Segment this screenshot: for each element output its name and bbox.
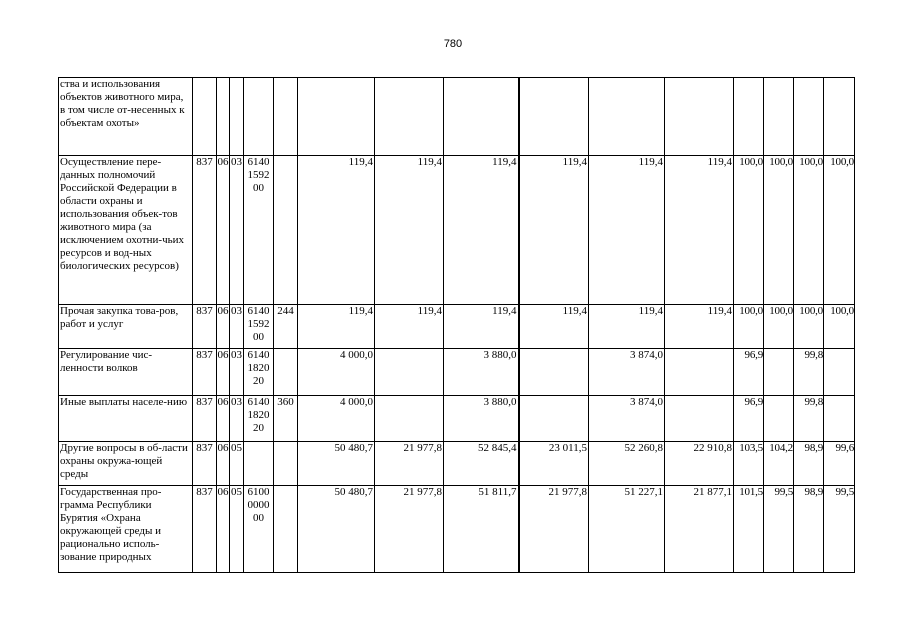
row-amount-1: 50 480,7 <box>298 442 375 486</box>
row-csr: 6100 0000 00 <box>244 486 274 573</box>
row-vr <box>274 486 298 573</box>
row-pr: 03 <box>230 349 244 396</box>
row-percent-4 <box>824 396 855 442</box>
row-percent-3: 98,9 <box>794 442 824 486</box>
row-rz: 06 <box>217 156 230 305</box>
row-percent-4 <box>824 78 855 156</box>
row-percent-4 <box>824 349 855 396</box>
row-percent-3 <box>794 78 824 156</box>
row-amount-5: 52 260,8 <box>589 442 665 486</box>
row-percent-4: 99,5 <box>824 486 855 573</box>
row-amount-1: 4 000,0 <box>298 396 375 442</box>
row-percent-1: 100,0 <box>734 305 764 349</box>
table-body <box>59 78 855 573</box>
row-amount-1: 4 000,0 <box>298 349 375 396</box>
row-csr: 6140 1820 20 <box>244 396 274 442</box>
row-percent-2: 100,0 <box>764 156 794 305</box>
row-percent-2 <box>764 396 794 442</box>
row-amount-1: 50 480,7 <box>298 486 375 573</box>
row-amount-5: 3 874,0 <box>589 349 665 396</box>
row-name: Регулирование чис-ленности волков <box>59 349 193 396</box>
row-amount-5: 119,4 <box>589 305 665 349</box>
row-amount-4: 23 011,5 <box>519 442 589 486</box>
row-percent-4: 100,0 <box>824 305 855 349</box>
row-percent-1 <box>734 78 764 156</box>
row-amount-2 <box>375 349 444 396</box>
table-row <box>59 442 855 486</box>
row-pr: 03 <box>230 396 244 442</box>
row-pr <box>230 78 244 156</box>
row-amount-6: 119,4 <box>665 305 734 349</box>
row-rz: 06 <box>217 305 230 349</box>
row-percent-3: 98,9 <box>794 486 824 573</box>
row-ved: 837 <box>193 486 217 573</box>
table-row <box>59 78 855 156</box>
row-percent-2: 104,2 <box>764 442 794 486</box>
row-amount-2: 21 977,8 <box>375 442 444 486</box>
row-vr: 244 <box>274 305 298 349</box>
row-name: Осуществление пере-данных полномочий Российской Федерации в области охраны и использования объек-тов животного мира (за исключением охотни-чьих ресурсов и вод-ных биологических ресурсов) <box>59 156 193 305</box>
row-amount-6: 119,4 <box>665 156 734 305</box>
row-amount-5: 119,4 <box>589 156 665 305</box>
table-row <box>59 156 855 305</box>
row-amount-1: 119,4 <box>298 305 375 349</box>
row-amount-5: 3 874,0 <box>589 396 665 442</box>
row-vr <box>274 349 298 396</box>
row-amount-6 <box>665 349 734 396</box>
row-percent-3: 100,0 <box>794 156 824 305</box>
table-row <box>59 349 855 396</box>
row-amount-4: 119,4 <box>519 156 589 305</box>
row-csr <box>244 442 274 486</box>
row-amount-2: 119,4 <box>375 305 444 349</box>
row-amount-4 <box>519 349 589 396</box>
row-name: Иные выплаты населе-нию <box>59 396 193 442</box>
row-amount-3: 3 880,0 <box>444 396 519 442</box>
row-name: Прочая закупка това-ров, работ и услуг <box>59 305 193 349</box>
table-row <box>59 486 855 573</box>
row-amount-4: 119,4 <box>519 305 589 349</box>
row-csr: 6140 1592 00 <box>244 156 274 305</box>
row-amount-2: 21 977,8 <box>375 486 444 573</box>
row-vr: 360 <box>274 396 298 442</box>
row-rz: 06 <box>217 442 230 486</box>
row-percent-1: 103,5 <box>734 442 764 486</box>
row-name: Государственная про-грамма Республики Бурятия «Охрана окружающей среды и рационально исполь-зование природных <box>59 486 193 573</box>
row-percent-1: 96,9 <box>734 396 764 442</box>
row-vr <box>274 156 298 305</box>
row-percent-3: 100,0 <box>794 305 824 349</box>
row-amount-2 <box>375 78 444 156</box>
table-row <box>59 305 855 349</box>
table-row <box>59 396 855 442</box>
row-amount-6: 22 910,8 <box>665 442 734 486</box>
page-number: 780 <box>443 38 463 50</box>
row-percent-4: 99,6 <box>824 442 855 486</box>
row-amount-6 <box>665 396 734 442</box>
row-rz <box>217 78 230 156</box>
row-ved: 837 <box>193 349 217 396</box>
row-ved: 837 <box>193 305 217 349</box>
row-amount-3: 119,4 <box>444 305 519 349</box>
row-rz: 06 <box>217 486 230 573</box>
row-rz: 06 <box>217 396 230 442</box>
row-rz: 06 <box>217 349 230 396</box>
row-ved: 837 <box>193 442 217 486</box>
row-amount-6 <box>665 78 734 156</box>
row-amount-3: 3 880,0 <box>444 349 519 396</box>
row-amount-6: 21 877,1 <box>665 486 734 573</box>
row-amount-4 <box>519 396 589 442</box>
row-ved: 837 <box>193 396 217 442</box>
row-vr <box>274 78 298 156</box>
row-amount-3 <box>444 78 519 156</box>
row-percent-2: 100,0 <box>764 305 794 349</box>
row-ved <box>193 78 217 156</box>
row-ved: 837 <box>193 156 217 305</box>
row-pr: 03 <box>230 305 244 349</box>
row-percent-2 <box>764 349 794 396</box>
row-percent-2 <box>764 78 794 156</box>
row-percent-3: 99,8 <box>794 349 824 396</box>
row-amount-2 <box>375 396 444 442</box>
row-amount-1 <box>298 78 375 156</box>
row-amount-5 <box>589 78 665 156</box>
row-amount-4 <box>519 78 589 156</box>
row-percent-3: 99,8 <box>794 396 824 442</box>
row-percent-1: 100,0 <box>734 156 764 305</box>
row-name: ства и использования объектов животного мира, в том числе от-несенных к объектам охоты» <box>59 78 193 156</box>
row-percent-4: 100,0 <box>824 156 855 305</box>
row-percent-2: 99,5 <box>764 486 794 573</box>
row-vr <box>274 442 298 486</box>
row-amount-3: 51 811,7 <box>444 486 519 573</box>
row-csr: 6140 1592 00 <box>244 305 274 349</box>
row-amount-3: 119,4 <box>444 156 519 305</box>
row-amount-5: 51 227,1 <box>589 486 665 573</box>
row-pr: 05 <box>230 486 244 573</box>
row-pr: 05 <box>230 442 244 486</box>
row-amount-4: 21 977,8 <box>519 486 589 573</box>
row-name: Другие вопросы в об-ласти охраны окружа-ющей среды <box>59 442 193 486</box>
row-amount-1: 119,4 <box>298 156 375 305</box>
row-percent-1: 96,9 <box>734 349 764 396</box>
row-pr: 03 <box>230 156 244 305</box>
row-amount-3: 52 845,4 <box>444 442 519 486</box>
row-csr <box>244 78 274 156</box>
row-csr: 6140 1820 20 <box>244 349 274 396</box>
row-percent-1: 101,5 <box>734 486 764 573</box>
budget-table <box>58 77 855 573</box>
row-amount-2: 119,4 <box>375 156 444 305</box>
